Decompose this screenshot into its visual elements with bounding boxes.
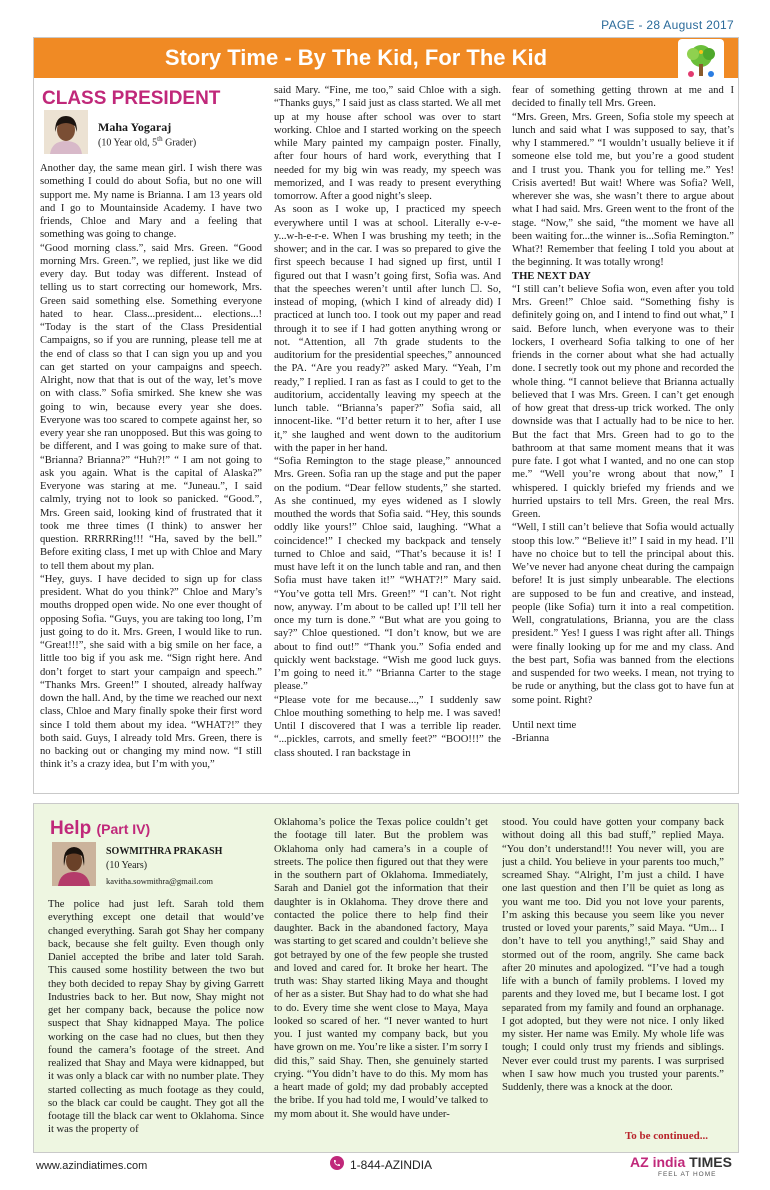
signoff-line: Until next time <box>512 719 577 731</box>
subheading: THE NEXT DAY <box>512 270 591 282</box>
paragraph: stood. You could have gotten your company back without doing all this bad stuff,” replied Maya. “You don’t understand!!! You never will, you are just a child. You believe in your parents too much,” screamed Shay. “Alright, I’m just a child. I have one last question and then I’ll be quiet as long as you want me too. Did you not love your parents, I’m asking this because you seem like you never trusted or loved your parents,” said Maya. “Um... I don’t have to tell you anything!,” said Shay and stormed out of the room, angrily. She came back after 20 minutes and apologized. “I’ve had a tough life with a bunch of family problems. I loved my parents and they loved me, but I became lost. I got separated from my family and found an orphanage. I got adopted, but they were not nice. I only liked my sister. Her name was Emily. My whole life was tough; I could only trust my friends and siblings. Never ever could trust my parents. I was surprised when I saw how much you trusted your parents.” Suddenly, there was a knock at the door. <box>502 817 724 1093</box>
story-section-class-president <box>33 37 739 794</box>
phone-icon <box>330 1156 344 1173</box>
signoff-name: -Brianna <box>512 733 550 744</box>
page-header: PAGE - 28 August 2017 <box>601 18 734 32</box>
author-name: Maha Yogaraj <box>98 120 172 134</box>
footer-phone <box>330 1156 432 1173</box>
footer-website[interactable]: www.azindiatimes.com <box>36 1160 148 1172</box>
story-column-3 <box>502 816 724 1138</box>
story-time-banner <box>34 38 738 78</box>
story-column-2 <box>274 816 488 1150</box>
paragraph: Oklahoma’s police the Texas police couldn’t get the footage till later. But the problem was Oklahoma only had camera’s in a couple of streets. The police then figured out that they were in the southern part of Oklahoma. Immediately, Sarah and Daniel got the information that their daughter is in Oklahoma. They drove there and contacted the police there to help find their daughter. Back in the abandoned factory, Maya was starting to get scared and couldn’t believe she got betrayed by one of the few people she trusted and loved and cared for. It broke her heart. The truth was: Shay started liking Maya and thought of her as a sister. But Shay had to do what she had to do. Every time she went close to Maya, Maya looked so scared of her. “I never wanted to hurt you. I just wanted my company back, but you have grown on me. You’re like a sister. I’m sorry I did this,” said Shay. Then, she genuinely started crying. “You didn’t have to do this. My mom has a heart made of gold; my dad probably accepted the bribe. If you had told me, I would’ve talked to my mom about it. She would have under- <box>274 817 488 1120</box>
paragraph: As soon as I woke up, I practiced my speech everywhere until I was at school. Literally e-v-e-y...w-h-e-r-e. When I was brushing my teeth; in the shower; and in the car. I was so prepared to give the first speech because I had signed up first, until I figured out that I wasn’t going first, Sofia was. And that the speeches weren’t until after lunch ☐. So, instead of moping, (which I kind of already did) I practiced at lunch too. I took out my paper and read through it to see if I had gotten anything wrong or not. “Attention, all 7th grade students to the auditorium for the presidential speeches,” announced the PA. “Are you ready?” asked Mary. “Yeah, I’m ready,” I replied. I ran as fast as I could to get to the auditorium, accidentally leaving my speech at the lunch table. “Brianna’s paper?” Sofia said, all innocent-like. “I’d better return it to her, after I use it,” she laughed and went down to the auditorium with the paper in her hand. <box>274 204 501 454</box>
author-name: SOWMITHRA PRAKASH <box>106 846 223 857</box>
story-title <box>50 818 150 840</box>
author-age: (10 Years) <box>106 860 148 871</box>
author-age: (10 Year old, 5 <box>98 137 158 149</box>
paragraph: The police had just left. Sarah told them everything except one detail that would’ve changed everything. Sarah got Shay her company back, because she felt guilty. Even though only Daniel accepted the bribe and later told Sarah. This caused some hostility between the two but they both decided to repay Shay by giving Garrett Industries back to her. But now, Shay might not get her company back, because the police now suspect that Shay kidnapped Maya. The police working on the case had no clues, but then they found the camera’s footage of the street. And realized that Shay and Maya were kidnapped, but it was only a black car with no number plate. They started collecting as much footage as they could, so the black car could be caught. They got all the footage till the black car went to Oklahoma. Since it was the property of <box>48 899 264 1136</box>
banner-title: Story Time - By The Kid, For The Kid <box>164 45 548 70</box>
author-photo <box>44 110 88 154</box>
story-column-1 <box>40 162 262 792</box>
paragraph: “Mrs. Green, Mrs. Green, Sofia stole my speech at lunch and said what I was supposed to say, that’s why I stammered.” “I wouldn’t usually believe it if someone else told me, but you’re a good student and I trust you. Thank you for telling me.” Yes! Crisis averted! But wait! Where was Sofia? Well, wherever she was, she wasn’t there to argue about what I had said. Mrs. Green went to the front of the stage. “Now,” she said, “the moment we have all been waiting for...the winner is...Sofia Remington.” What?! Remember that feeling I told you about at the beginning. It was totally wrong! <box>512 111 734 269</box>
author-age-grade <box>98 135 196 148</box>
paragraph: Another day, the same mean girl. I wish there was something I could do about Sofia, but no one will support me. My name is Brianna. I am 13 years old and I go to Mountainside Academy. I have two friends, Chloe and Mary and a feeling that something was going to change. <box>40 163 262 241</box>
title-text: Help <box>50 818 92 839</box>
author-byline <box>52 842 272 890</box>
author-byline <box>44 110 264 156</box>
to-be-continued: To be continued... <box>624 1130 708 1142</box>
brand-tagline: FEEL AT HOME <box>658 1171 717 1178</box>
author-grade: Grader) <box>162 137 197 149</box>
story-title: CLASS PRESIDENT <box>42 88 221 109</box>
brand-name <box>630 1154 732 1170</box>
paragraph: “I still can’t believe Sofia won, even after you told Mrs. Green!” Chloe said. “Something fishy is definitely going on, and I intend to find out what,” I said. Before lunch, when everyone was to their lockers, I overheard Sofia talking to one of her friends in the corner about what she had actually done. I secretly took out my phone and recorded the whole thing. “I cannot believe that Brianna actually believed that I was Mrs. Green. I can’t get enough of how great that dress-up trick worked. The only downside was that I actually had to be nice to her. But the fact that Mrs. Green had to go to the bathroom at that same moment means that it was pure fate. I got what I wanted, and no one can stop me.” “Well you’re wrong about that now,” I whispered. I quickly briefed my friends and we hurried upstairs to tell Mrs. Green, the real Mrs. Green. <box>512 283 734 520</box>
author-email: kavitha.sowmithra@gmail.com <box>106 876 213 886</box>
story-column-3 <box>512 84 734 792</box>
story-column-2 <box>274 84 501 792</box>
brand-times: TIMES <box>689 1154 732 1170</box>
story-section-help <box>33 803 739 1153</box>
paragraph: fear of something getting thrown at me and I decided to finally tell Mrs. Green. <box>512 85 734 110</box>
phone-number: 1-844-AZINDIA <box>350 1157 433 1172</box>
paragraph: “Hey, guys. I have decided to sign up for class president. What do you think?” Chloe and Mary’s mouths dropped open wide. No one ever thought of opposing Sofia. “Guys, you are taking too long, I’m just going to do it. Mrs. Green, I would like to run. “Great!!!”, she said with a big smile on her face, a little too big if you ask me. “Sign right here. And don’t forget to start your campaign and speech.” “Thanks Mrs. Green!” I shouted, already halfway down the hall. And, by the time we reached our next class, Chloe and Mary finally spoke their first word since I told them about my idea. “WHAT?!” they both said. Guys, I already told Mrs. Green, there is no backing out or changing my mind now. “I still think it’s a crazy idea, but I’m with you,” <box>40 573 262 771</box>
brand-india: india <box>652 1154 686 1170</box>
paragraph: “Please vote for me because...,” I suddenly saw Chloe mouthing something to help me. I was saved! Until I discovered that I was a terrible lip reader. “...pickles, carrots, and smelly feet?” “BOO!!!” the class shouted. I ran backstage in <box>274 694 501 759</box>
kids-tree-logo-icon <box>678 39 724 85</box>
paragraph: “Good morning class.”, said Mrs. Green. “Good morning Mrs. Green.”, we replied, just like we did every day. But today was different. Instead of telling us to start correcting our homework, Mrs. Green said something else. Something everyone hated to hear. Class...president... elections...! “Today is the start of the Class Presidential Campaigns, so if you are running, please tell me at the end of class so that I can sign you up and you can get started on your campaigns and speech. Alright, now that that is out of the way, let’s move on with class.” Sofia smirked. She knew she was going to win, because every year she does. Everyone was too scared to compete against her, so every year she ran unopposed. But this was going to be different, and I was going to make sure of that. “Brianna? Brianna?” “Huh?!” “ I am not going to ask you again. What is the capital of Alaska?” Everyone was staring at me. “Juneau.”, I said calmly, trying not to look so panicked. “Good.”, Mrs. Green said, looking kind of frustrated that it took me three times (I think) to answer her question. RRRRRing!!! “Ha, saved by the bell.” Before exiting class, I met up with Chloe and Mary to tell them about my plan. <box>40 242 262 572</box>
grade-suffix: th <box>157 135 163 143</box>
title-part: (Part IV) <box>96 821 151 837</box>
story-column-1 <box>48 898 264 1148</box>
paragraph: said Mary. “Fine, me too,” said Chloe with a sigh. “Thanks guys,” I said just as class started. We all met up at my house after school was over to start working. Chloe and I started working on the speech while Mary painted my campaign poster. Finally, after four hours of hard work, everything that I needed for my big win was ready, my speech was memorized, and I was ready to present everything tomorrow. After a good night’s sleep. <box>274 85 501 202</box>
paragraph: “Well, I still can’t believe that Sofia would actually stoop this low.” “Believe it!” I said in my head. I’ll have no choice but to tell the principal about this. We’ve never had anyone cheat during the campaign before! It is just simply unbearable. The elections are supposed to be fun and creative, and instead, people (like Sofia) turn it into a real competition. Well, congratulations, Brianna, you are the class president.” Yes! I guess I was right after all. Things were finally looking up for me and my class. And the best part, Sofia was banned from the elections and suspended for two weeks. I mean, not trying to be rude or anything, but the class got to have fun at some point. Right? <box>512 522 734 706</box>
az-india-times-logo <box>630 1154 730 1180</box>
author-photo <box>52 842 96 886</box>
paragraph: “Sofia Remington to the stage please,” announced Mrs. Green. Sofia ran up the stage and put the paper on the podium. “Dear fellow students,” she started. As she continued, my eyes widened as I slowly mouthed the words that Sofia said. “Hey, this sounds oddly like yours!” Chloe said, laughing. “What a coincidence!” I checked my backpack and tensely turned to Chloe and said, “That’s because it is! I must have left it on the lunch table and ran, and then Sofia must have taken it!” “WHAT?!” Mary said. “You’ve gotta tell Mrs. Green!” “I can’t. Not right now, anyway. I’m about to be called up! I’ll tell her once my turn is done.” “But what are you going to say?” Chloe questioned. “I don’t know, but we are about to find out!” “Thank you.” Sofia ended and quickly went backstage. “Wish me good luck guys. I’m going to need it.” “Brianna Carter to the stage please.” <box>274 456 501 693</box>
brand-az: AZ <box>630 1154 649 1170</box>
